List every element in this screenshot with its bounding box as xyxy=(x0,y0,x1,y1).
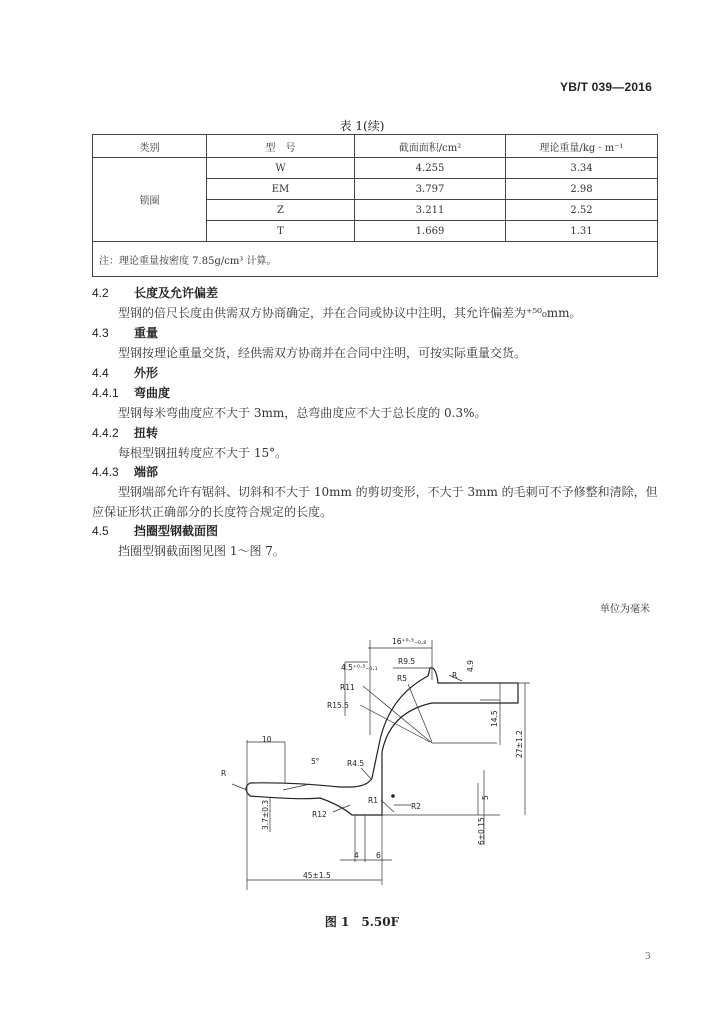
section-number: 4.2 xyxy=(92,286,109,300)
radius-2: R2 xyxy=(411,802,421,811)
section-paragraph: 型钢每米弯曲度应不大于 3mm，总弯曲度应不大于总长度的 0.3%。 xyxy=(118,406,487,420)
model-cell: Z xyxy=(207,200,355,221)
area-cell: 1.669 xyxy=(355,221,506,242)
section-title: 长度及允许偏差 xyxy=(134,286,219,300)
section-title: 挡圈型钢截面图 xyxy=(134,524,219,538)
dim-4: 4 xyxy=(354,851,359,860)
radius-12: R12 xyxy=(312,810,327,819)
radius-15-5: R15.5 xyxy=(327,701,349,710)
standard-code: YB/T 039—2016 xyxy=(560,80,652,94)
dim-45: 45±1.5 xyxy=(303,871,331,880)
dim-6: 6±0.15 xyxy=(477,817,486,845)
radius-r-right: R xyxy=(452,671,458,680)
section-paragraph: 每根型钢扭转度应不大于 15°。 xyxy=(118,446,288,460)
dim-16: 16⁺⁰·³₋₀.₈ xyxy=(392,637,427,646)
dim-3-7: 3.7±0.3 xyxy=(261,799,270,830)
unit-note: 单位为毫米 xyxy=(600,604,650,615)
header-model: 型 号 xyxy=(207,135,355,158)
area-cell: 3.211 xyxy=(355,200,506,221)
table-note: 注：理论重量按密度 7.85g/cm³ 计算。 xyxy=(93,242,658,277)
angle-5deg: 5° xyxy=(311,757,320,766)
area-cell: 4.255 xyxy=(355,158,506,179)
dim-4-9: 4.9 xyxy=(466,660,475,672)
header-category: 类别 xyxy=(93,135,207,158)
section-title: 外形 xyxy=(134,366,159,380)
dim-27: 27±1.2 xyxy=(515,730,524,758)
section-number: 4.5 xyxy=(92,524,109,538)
model-cell: W xyxy=(207,158,355,179)
page-number: 3 xyxy=(645,952,651,962)
section-number: 4.4.2 xyxy=(92,426,119,440)
dim-6-small: 6 xyxy=(376,851,381,860)
section-number: 4.4 xyxy=(92,366,109,380)
section-title: 弯曲度 xyxy=(134,386,171,400)
dim-5: 5 xyxy=(481,795,490,800)
section-paragraph: 型钢按理论重量交货，经供需双方协商并在合同中注明，可按实际重量交货。 xyxy=(118,346,527,360)
radius-11: R11 xyxy=(340,683,355,692)
section-title: 扭转 xyxy=(134,426,159,440)
dim-14-5: 14.5 xyxy=(490,710,499,727)
dim-4-5: 4.5⁺⁰·³₋₀.₁ xyxy=(341,663,378,672)
area-cell: 3.797 xyxy=(355,179,506,200)
weight-cell: 1.31 xyxy=(506,221,658,242)
radius-1: R1 xyxy=(368,796,378,805)
dimension-lines xyxy=(232,640,530,890)
category-cell: 锁圈 xyxy=(93,158,207,242)
section-paragraph: 型钢的倍尺长度由供需双方协商确定，并在合同或协议中注明，其允许偏差为⁺⁵⁰₀mm。 xyxy=(118,306,582,320)
weight-cell: 3.34 xyxy=(506,158,658,179)
model-cell: T xyxy=(207,221,355,242)
section-title: 重量 xyxy=(134,326,159,340)
section-number: 4.3 xyxy=(92,326,109,340)
radius-5: R5 xyxy=(397,674,407,683)
model-cell: EM xyxy=(207,179,355,200)
section-paragraph: 型钢端部允许有锯斜、切斜和不大于 10mm 的剪切变形，不大于 3mm 的毛刺可不予修整和清除，但应保证形状正确部分的长度符合规定的长度。 xyxy=(92,485,658,519)
section-number: 4.4.3 xyxy=(92,465,119,479)
weight-cell: 2.98 xyxy=(506,179,658,200)
dim-10: 10 xyxy=(262,735,272,744)
section-number: 4.4.1 xyxy=(92,386,119,400)
radius-9-5: R9.5 xyxy=(398,657,416,666)
figure-caption: 图 1 5.50F xyxy=(324,915,400,929)
header-area: 截面面积/cm² xyxy=(355,135,506,158)
section-paragraph: 挡圈型钢截面图见图 1～图 7。 xyxy=(118,544,285,558)
weight-cell: 2.52 xyxy=(506,200,658,221)
profile-outline xyxy=(246,668,518,815)
section-title: 端部 xyxy=(134,465,159,479)
table-caption: 表 1(续) xyxy=(339,119,385,133)
header-weight: 理论重量/kg · m⁻¹ xyxy=(506,135,658,158)
radius-4-5: R4.5 xyxy=(347,759,365,768)
tangent-point-marker xyxy=(391,794,395,798)
radius-r-left: R xyxy=(221,769,227,778)
